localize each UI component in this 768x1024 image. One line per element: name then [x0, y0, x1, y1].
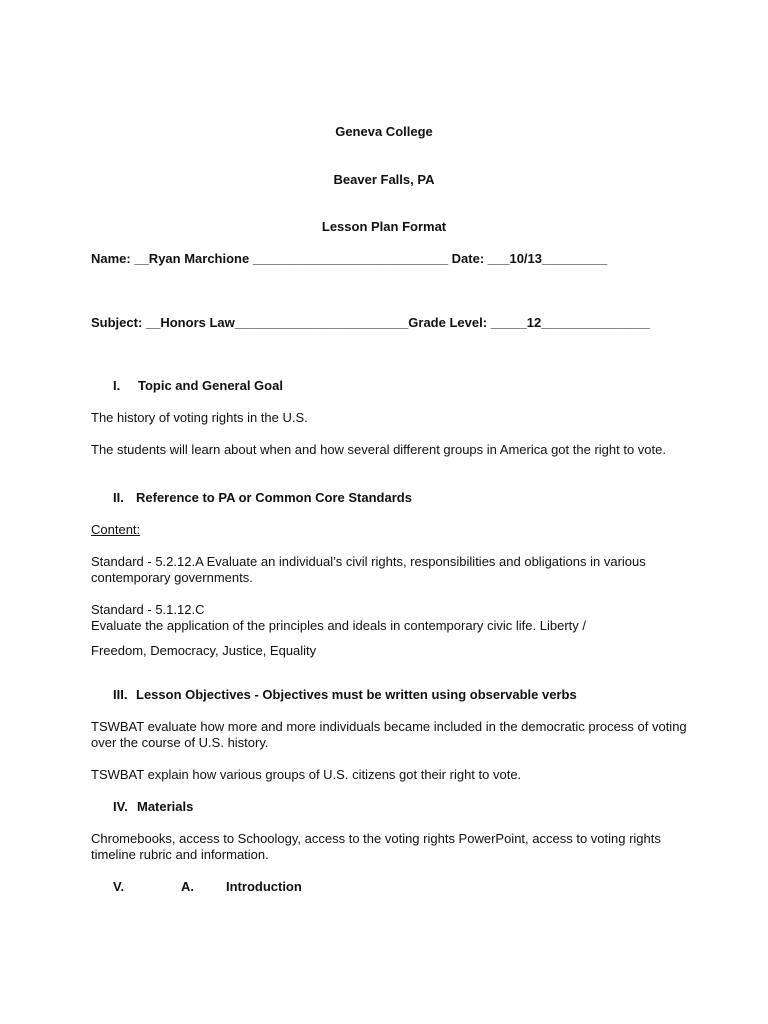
institution-heading: Geneva College [335, 124, 433, 139]
objective-2: TSWBAT explain how various groups of U.S. citizens got their right to vote. [91, 767, 522, 782]
section-4-title: Materials [137, 799, 194, 814]
materials-text: Chromebooks, access to Schoology, access to the voting rights PowerPoint, access to voting rights timeline rubric and information. [91, 831, 661, 862]
name-date-line: Name: __Ryan Marchione ___________________________ Date: ___10/13_________ [91, 251, 608, 266]
objective-1: TSWBAT evaluate how more and more individuals became included in the democratic process of voting over the course of U.S. history. [91, 719, 687, 750]
section-1-number: I. [113, 378, 121, 393]
section-3-number: III. [113, 687, 128, 702]
standard-1: Standard - 5.2.12.A Evaluate an individual’s civil rights, responsibilities and obligations in various contemporary governments. [91, 554, 646, 585]
section-3-title: Lesson Objectives - Objectives must be written using observable verbs [136, 687, 577, 702]
document-title: Lesson Plan Format [321, 219, 447, 234]
standard-2-continuation: Freedom, Democracy, Justice, Equality [91, 643, 317, 658]
location-heading: Beaver Falls, PA [333, 172, 435, 187]
section-4-number: IV. [113, 799, 128, 814]
subject-grade-line: Subject: __Honors Law________________________Grade Level: _____12_______________ [91, 315, 650, 330]
section-1-topic: The history of voting rights in the U.S. [91, 410, 308, 425]
section-2-number: II. [113, 490, 124, 505]
content-label: Content: [91, 522, 141, 537]
section-1-title: Topic and General Goal [138, 378, 283, 393]
section-5-title: Introduction [226, 879, 302, 894]
section-5-sub-letter: A. [181, 879, 194, 894]
section-1-goal: The students will learn about when and how several different groups in America got the right to vote. [91, 442, 666, 457]
standard-2-text: Evaluate the application of the principles and ideals in contemporary civic life. Liberty / [91, 618, 586, 633]
section-2-title: Reference to PA or Common Core Standards [136, 490, 412, 505]
standard-2-code: Standard - 5.1.12.C [91, 602, 205, 617]
section-5-number: V. [113, 879, 125, 894]
